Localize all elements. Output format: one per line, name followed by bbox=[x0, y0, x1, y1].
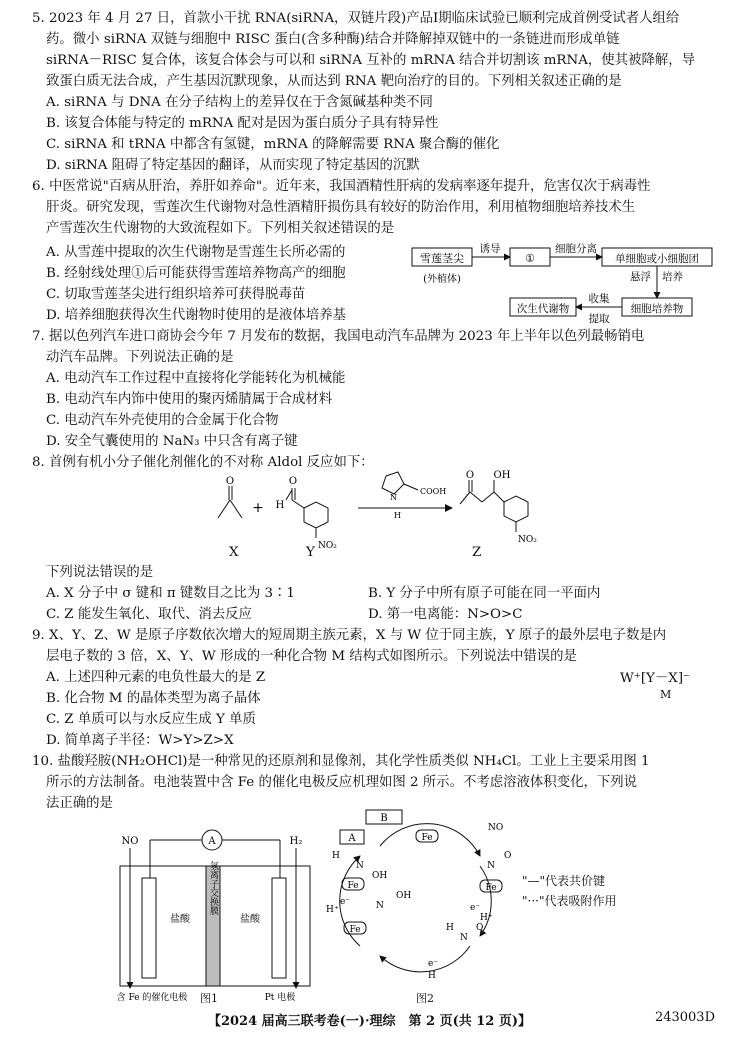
z-nitro: NO₂ bbox=[518, 535, 537, 545]
q9-option-b: B. 化合物 M 的晶体类型为离子晶体 bbox=[46, 691, 261, 706]
q10-stem-2: 所示的方法制备。电池装置中含 Fe 的催化电极反应机理如图 2 所示。不考虑溶液体积变化，下列说 bbox=[46, 775, 638, 790]
page-footer: 【2024 届高三联考卷(一)·理综 第 2 页(共 12 页)】 bbox=[207, 1014, 532, 1029]
fig2-fe-top-left: Fe bbox=[347, 881, 359, 891]
flow-arrow-3b: 培养 bbox=[662, 271, 683, 283]
catalyst-cooh: COOH bbox=[420, 487, 447, 496]
q10-stem-3: 法正确的是 bbox=[46, 796, 113, 811]
q8-option-c: C. Z 能发生氧化、取代、消去反应 bbox=[46, 607, 252, 622]
q9-option-a: A. 上述四种元素的电负性最大的是 Z bbox=[46, 670, 266, 685]
fig2-fe-top: Fe bbox=[421, 833, 433, 843]
flow-arrow-4a: 收集 bbox=[588, 293, 610, 305]
flow-box-3: 单细胞或小细胞团 bbox=[615, 253, 699, 265]
z-oxygen: O bbox=[465, 470, 475, 481]
fig2-oh-top-left: OH bbox=[372, 871, 388, 881]
q6-stem-1: 6. 中医常说"百病从肝治，养肝如养命"。近年来，我国酒精性肝病的发病率逐年提升，危害仅次于病毒性 bbox=[32, 179, 651, 194]
q5-stem-2: 药。微小 siRNA 双链与细胞中 RISC 蛋白(含多种酶)结合并降解掉双链中的一条链进而形成单链 bbox=[46, 32, 620, 47]
q8-stem-1: 8. 首例有机小分子催化剂催化的不对称 Aldol 反应如下： bbox=[32, 455, 374, 470]
label-y: Y bbox=[306, 545, 315, 560]
fig2-h-bottom: H bbox=[428, 971, 436, 981]
q7-stem-1: 7. 据以色列汽车进口商协会今年 7 月发布的数据，我国电动汽车品牌为 2023 年上半年以色列最畅销电 bbox=[32, 329, 645, 344]
fig2-e-left: e⁻ bbox=[340, 897, 351, 907]
q6-stem-2: 肝炎。研究发现，雪莲次生代谢物对急性酒精肝损伤具有较好的防治作用，利用植物细胞培养技术生 bbox=[46, 200, 636, 215]
fig2-oh-left: OH bbox=[396, 891, 412, 901]
fig2-e-bottom: e⁻ bbox=[428, 959, 439, 969]
q5-option-a: A. siRNA 与 DNA 在分子结构上的差异仅在于含氮碱基种类不同 bbox=[46, 95, 433, 110]
q10-stem-1: 10. 盐酸羟胺(NH₂OHCl)是一种常见的还原剂和显像剂，其化学性质类似 NH₄Cl。工业上主要采用图 1 bbox=[32, 754, 650, 769]
label-z: Z bbox=[472, 545, 482, 560]
flow-box-5: 次生代谢物 bbox=[516, 303, 570, 315]
fig1-h2: H₂ bbox=[289, 836, 303, 847]
fig1-meter: A bbox=[208, 836, 216, 847]
flow-box-2: ① bbox=[525, 252, 535, 265]
x-oxygen: O bbox=[225, 476, 235, 487]
flow-box-1: 雪莲茎尖 bbox=[420, 252, 464, 265]
q7-option-a: A. 电动汽车工作过程中直接将化学能转化为机械能 bbox=[46, 371, 346, 386]
q5-stem-3: siRNA－RISC 复合体，该复合体会与可以和 siRNA 互补的 mRNA 结合并切割该 mRNA，使其被降解，导 bbox=[46, 53, 696, 68]
fig2-fe-right: Fe bbox=[485, 883, 497, 893]
q7-option-c: C. 电动汽车外壳使用的合金属于化合物 bbox=[46, 413, 279, 428]
fig2-fe-left: Fe bbox=[349, 925, 361, 935]
q8-option-b: B. Y 分子中所有原子可能在同一平面内 bbox=[368, 586, 601, 601]
fig2-h-left: H bbox=[332, 851, 340, 861]
catalyst-n: N bbox=[390, 493, 397, 502]
z-hydroxyl: OH bbox=[493, 470, 511, 481]
q5-stem-4: 致蛋白质无法合成，产生基因沉默现象，从而达到 RNA 靶向治疗的目的。下列相关叙述正确的是 bbox=[46, 74, 622, 89]
fig2-legend-2: "···"代表吸附作用 bbox=[522, 894, 617, 908]
q8-option-d: D. 第一电离能：N>O>C bbox=[368, 607, 523, 622]
flow-arrow-4b: 提取 bbox=[588, 313, 610, 325]
fig1-caption: 图1 bbox=[200, 992, 218, 1005]
q5-option-b: B. 该复合体能与特定的 mRNA 配对是因为蛋白质分子具有特异性 bbox=[46, 116, 439, 131]
fig2-n-right: N bbox=[487, 861, 495, 871]
q5-option-d: D. siRNA 阻碍了特定基因的翻译，从而实现了特定基因的沉默 bbox=[46, 158, 420, 173]
fig2-h-mid: H bbox=[446, 923, 454, 933]
fig2-box-b: B bbox=[380, 813, 388, 824]
figure-1-cell bbox=[110, 818, 320, 1008]
q5-stem-1: 5. 2023 年 4 月 27 日，首款小干扰 RNA(siRNA，双链片段)产品Ⅰ期临床试验已顺利完成首例受试者人组给 bbox=[32, 11, 680, 26]
fig2-o-right: O bbox=[504, 851, 512, 861]
fig2-n-top-left: N bbox=[356, 861, 364, 871]
reaction-plus: + bbox=[252, 500, 264, 516]
y-hydrogen: H bbox=[275, 500, 285, 511]
q6-option-a: A. 从雪莲中提取的次生代谢物是雪莲生长所必需的 bbox=[46, 245, 346, 260]
fig1-acid-left: 盐酸 bbox=[170, 914, 190, 925]
fig1-membrane: 氢离子交换膜 bbox=[208, 861, 218, 915]
figure-2-mechanism bbox=[320, 806, 550, 996]
flow-arrow-2: 细胞分离 bbox=[555, 243, 597, 255]
fig1-no: NO bbox=[121, 836, 139, 847]
fig1-acid-right: 盐酸 bbox=[240, 914, 260, 925]
q7-option-d: D. 安全气囊使用的 NaN₃ 中只含有离子键 bbox=[46, 434, 298, 449]
q9-stem-1: 9. X、Y、Z、W 是原子序数依次增大的短周期主族元素，X 与 W 位于同主族，Y 原子的最外层电子数是内 bbox=[32, 628, 667, 643]
fig1-right-electrode: Pt 电极 bbox=[264, 993, 296, 1003]
q5-option-c: C. siRNA 和 tRNA 中都含有氢键，mRNA 的降解需要 RNA 聚合酶的催化 bbox=[46, 137, 500, 152]
fig2-hplus-right: H⁺ bbox=[480, 913, 493, 923]
q6-option-b: B. 经射线处理①后可能获得雪莲培养物高产的细胞 bbox=[46, 266, 346, 281]
fig2-e-right: e⁻ bbox=[470, 903, 481, 913]
q8-reaction-scheme bbox=[190, 470, 570, 570]
q7-option-b: B. 电动汽车内饰中使用的聚丙烯腈属于合成材料 bbox=[46, 392, 333, 407]
y-oxygen: O bbox=[288, 476, 298, 487]
catalyst-h: H bbox=[394, 511, 401, 520]
q6-option-d: D. 培养细胞获得次生代谢物时使用的是液体培养基 bbox=[46, 308, 346, 323]
q6-option-c: C. 切取雪莲茎尖进行组织培养可获得脱毒苗 bbox=[46, 287, 306, 302]
fig2-caption: 图2 bbox=[416, 992, 434, 1005]
q8-stem-2: 下列说法错误的是 bbox=[46, 565, 154, 580]
q9-option-c: C. Z 单质可以与水反应生成 Y 单质 bbox=[46, 712, 256, 727]
m-structure: W⁺[Y－X]⁻ bbox=[620, 671, 691, 686]
y-nitro: NO₂ bbox=[318, 541, 337, 551]
fig1-left-electrode: 含 Fe 的催化电极 bbox=[116, 993, 188, 1003]
fig2-hplus-left: H⁺ bbox=[326, 905, 339, 915]
q9-stem-2: 层电子数的 3 倍，X、Y、W 形成的一种化合物 M 结构式如图所示。下列说法中错误的是 bbox=[46, 649, 577, 664]
flow-arrow-1: 诱导 bbox=[479, 243, 501, 255]
flow-box-1-sub: (外植体) bbox=[423, 274, 461, 285]
flow-box-4: 细胞培养物 bbox=[630, 303, 684, 315]
m-structure-label: M bbox=[660, 688, 672, 701]
q9-option-d: D. 简单离子半径：W>Y>Z>X bbox=[46, 733, 234, 748]
fig2-box-a: A bbox=[348, 833, 356, 844]
q8-option-a: A. X 分子中 σ 键和 π 键数目之比为 3∶1 bbox=[46, 586, 295, 601]
q6-flow-diagram bbox=[410, 240, 730, 325]
fig2-no: NO bbox=[488, 823, 504, 833]
q7-stem-2: 动汽车品牌。下列说法正确的是 bbox=[46, 350, 234, 365]
flow-arrow-3a: 悬浮 bbox=[630, 271, 651, 283]
label-x: X bbox=[229, 545, 239, 560]
fig2-n-mid: N bbox=[460, 933, 468, 943]
fig2-n-left: N bbox=[376, 901, 384, 911]
fig2-o-mid: O bbox=[476, 923, 484, 933]
q6-stem-3: 产雪莲次生代谢物的大致流程如下。下列相关叙述错误的是 bbox=[46, 221, 395, 236]
fig2-legend-1: "—"代表共价键 bbox=[522, 874, 606, 888]
page-code: 243003D bbox=[654, 1010, 715, 1025]
